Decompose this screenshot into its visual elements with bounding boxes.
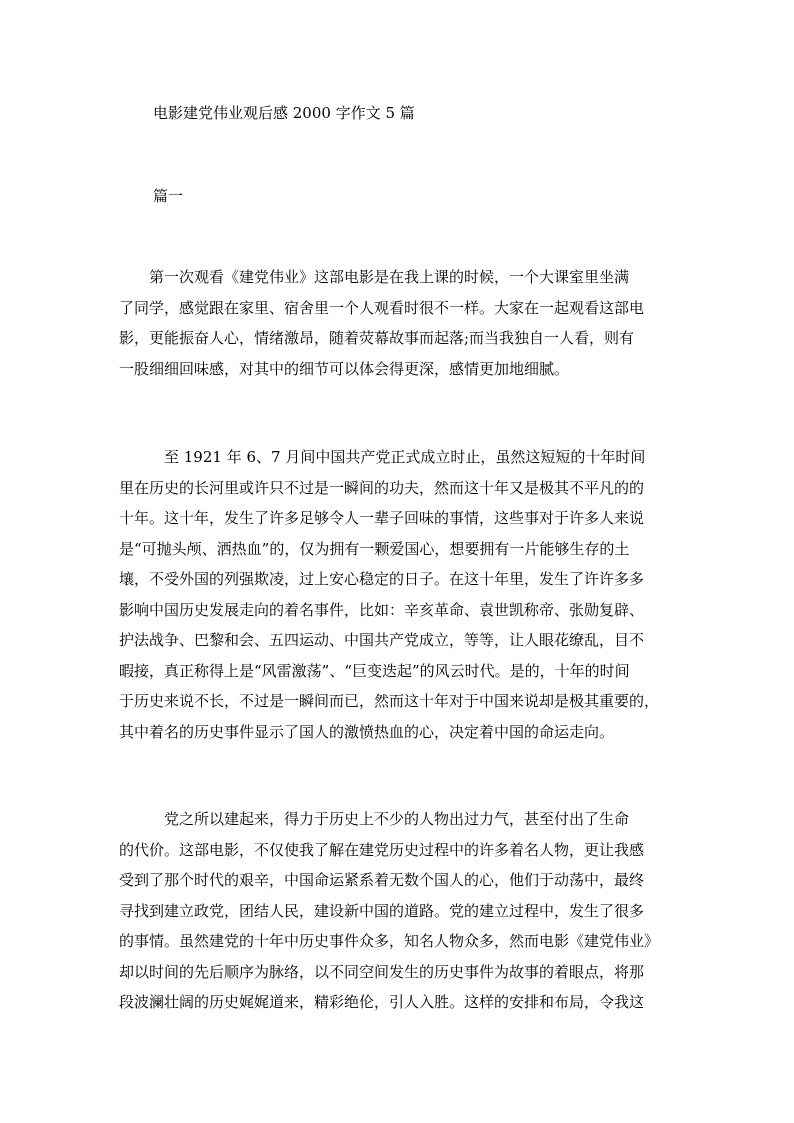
paragraph-line: 一股细细回味感，对其中的细节可以体会得更深，感情更加地细腻。 [119, 359, 570, 378]
paragraph-line: 段波澜壮阔的历史娓娓道来，精彩绝伦，引人入胜。这样的安排和布局，令我这 [119, 993, 645, 1011]
paragraph-3 [119, 804, 679, 1018]
paragraph-line: 十年。这十年，发生了许多足够令人一辈子回味的事情，这些事对于许多人来说 [119, 509, 645, 527]
paragraph-1 [119, 262, 679, 384]
paragraph-line: 影，更能振奋人心，情绪激昂，随着荧幕故事而起落;而当我独自一人看，则有 [119, 329, 635, 347]
paragraph-line: 受到了那个时代的艰辛，中国命运紧系着无数个国人的心，他们于动荡中，最终 [119, 871, 645, 889]
paragraph-line: 影响中国历史发展走向的着名事件，比如：辛亥革命、袁世凯称帝、张勋复辟、 [119, 600, 645, 619]
paragraph-line: 壤，不受外国的列强欺凌，过上安心稳定的日子。在这十年里，发生了许许多多 [119, 570, 645, 588]
paragraph-line: 护法战争、巴黎和会、五四运动、中国共产党成立，等等，让人眼花缭乱，目不 [119, 631, 645, 649]
paragraph-line: 是“可抛头颅、洒热血”的，仅为拥有一颗爱国心，想要拥有一片能够生存的土 [119, 539, 630, 558]
paragraph-line: 的事情。虽然建党的十年中历史事件众多，知名人物众多，然而电影《建党伟业》 [119, 932, 660, 950]
paragraph-line: 却以时间的先后顺序为脉络，以不同空间发生的历史事件为故事的着眼点，将那 [119, 962, 645, 981]
document-title: 电影建党伟业观后感 2000 字作文 5 篇 [153, 104, 415, 122]
paragraph-line: 里在历史的长河里或许只不过是一瞬间的功夫，然而这十年又是极其不平凡的的 [119, 478, 645, 497]
paragraph-line: 于历史来说不长，不过是一瞬间而已，然而这十年对于中国来说却是极其重要的， [119, 692, 660, 710]
paragraph-line: 至 1921 年 6、7 月间中国共产党正式成立时止，虽然这短短的十年时间 [119, 448, 646, 466]
section-heading: 篇一 [153, 187, 184, 205]
paragraph-line: 第一次观看《建党伟业》这部电影是在我上课的时候，一个大课室里坐满 [119, 268, 630, 286]
paragraph-line: 其中着名的历史事件显示了国人的激愤热血的心，决定着中国的命运走向。 [119, 722, 615, 741]
paragraph-line: 了同学，感觉跟在家里、宿舍里一个人观看时很不一样。大家在一起观看这部电 [119, 298, 645, 317]
paragraph-line: 寻找到建立政党，团结人民，建设新中国的道路。党的建立过程中，发生了很多 [119, 901, 645, 920]
paragraph-line: 暇接，真正称得上是“风雷激荡”、“巨变迭起”的风云时代。是的，十年的时间 [119, 661, 630, 680]
paragraph-line: 党之所以建起来，得力于历史上不少的人物出过力气，甚至付出了生命 [119, 810, 630, 828]
paragraph-2 [119, 442, 679, 747]
paragraph-line: 的代价。这部电影，不仅使我了解在建党历史过程中的许多着名人物，更让我感 [119, 840, 645, 859]
